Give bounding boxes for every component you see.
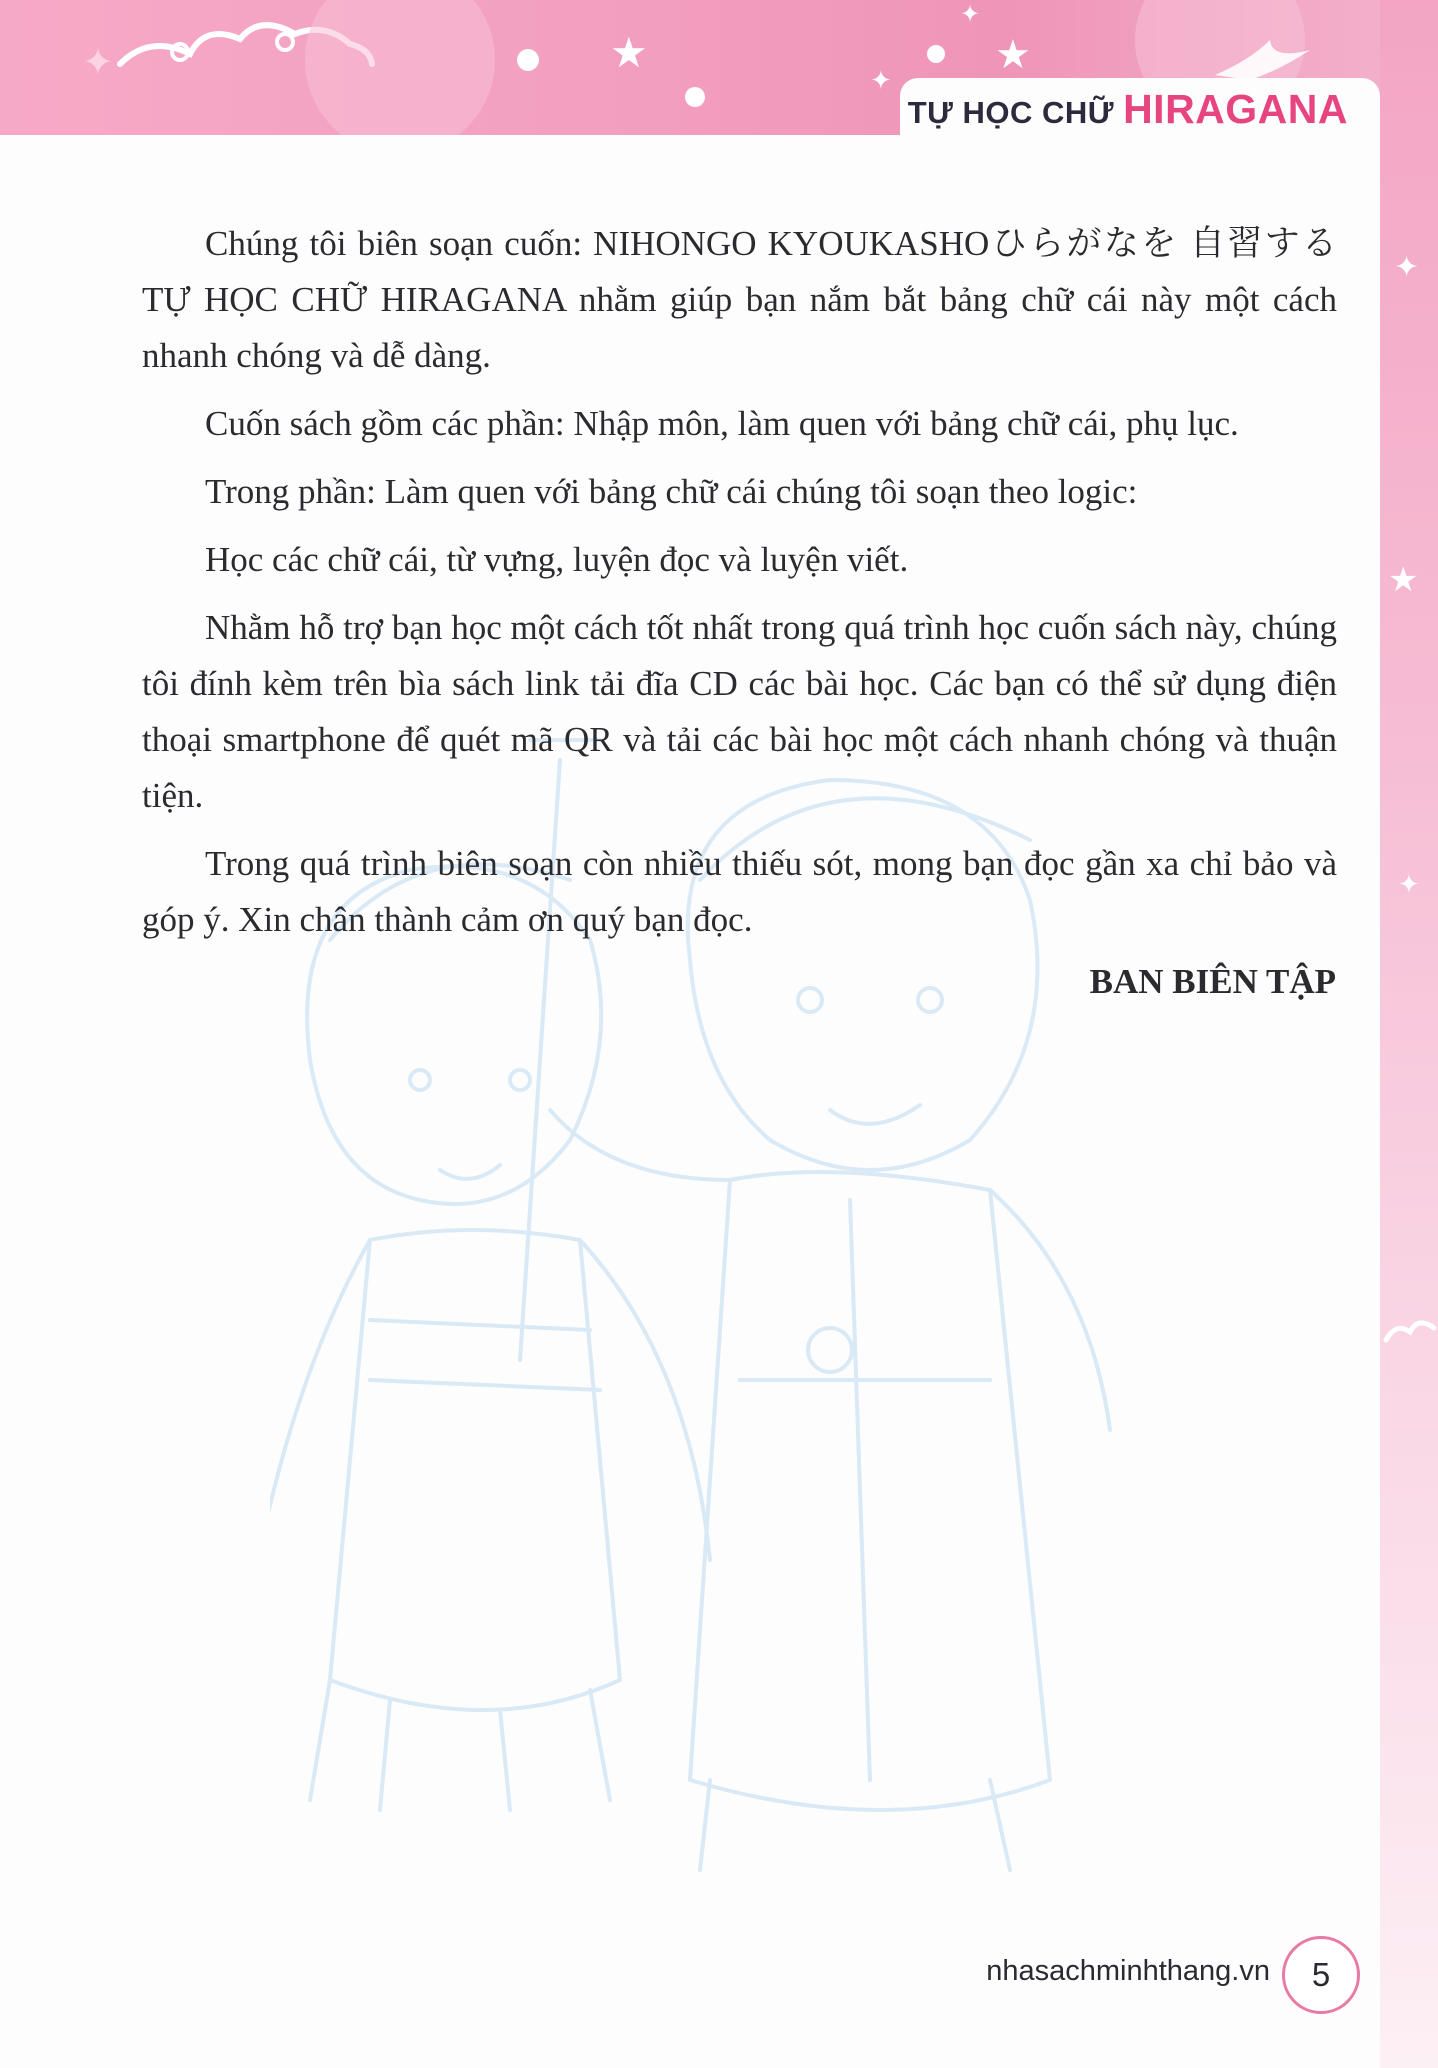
right-decorative-band [1380,0,1438,2068]
header-title-prefix: TỰ HỌC CHỮ [907,95,1124,130]
editorial-signature: BAN BIÊN TẬP [1089,962,1336,1001]
dot-icon [516,48,540,72]
preface-paragraph: Cuốn sách gồm các phần: Nhập môn, làm quen với bảng chữ cái, phụ lục. [205,404,1239,443]
star-icon: ★ [995,32,1031,78]
preface-paragraph: Trong quá trình biên soạn còn nhiều thiếu sót, mong bạn đọc gần xa chỉ bảo và góp ý. Xin chân thành cảm ơn quý bạn đọc. [142,844,1337,939]
preface-body [142,216,1337,960]
star-icon: ✦ [960,0,981,28]
running-header [908,86,1348,133]
preface-paragraph: Nhằm hỗ trợ bạn học một cách tốt nhất trong quá trình học cuốn sách này, chúng tôi đính kèm trên bìa sách link tải đĩa CD các bài học. Các bạn có thể sử dụng điện thoại smartphone để quét mã QR và tải các bài học một cách nhanh chóng và thuận tiện. [142,608,1337,815]
star-icon: ★ [610,28,648,77]
star-icon: ✦ [1394,250,1420,285]
star-icon: ✦ [870,66,892,96]
cloud-icon [1382,1310,1438,1350]
header-title-highlight: HIRAGANA [1123,86,1348,132]
preface-paragraph: Chúng tôi biên soạn cuốn: NIHONGO KYOUKASHOひらがなを 自習するTỰ HỌC CHỮ HIRAGANA nhằm giúp bạn nắm bắt bảng chữ cái này một cách nhanh chóng và dễ dàng. [142,224,1337,375]
preface-paragraph: Trong phần: Làm quen với bảng chữ cái chúng tôi soạn theo logic: [205,472,1138,511]
footer-website: nhasachminhthang.vn [986,1955,1270,1987]
preface-paragraph: Học các chữ cái, từ vựng, luyện đọc và luyện viết. [205,540,909,579]
page-number: 5 [1311,1956,1331,1993]
star-icon: ✦ [1398,870,1420,900]
dot-icon [926,44,946,64]
star-icon: ✦ [82,40,114,84]
page-number-badge [1282,1936,1360,2014]
dot-icon [684,86,706,108]
star-icon: ★ [1388,560,1419,600]
